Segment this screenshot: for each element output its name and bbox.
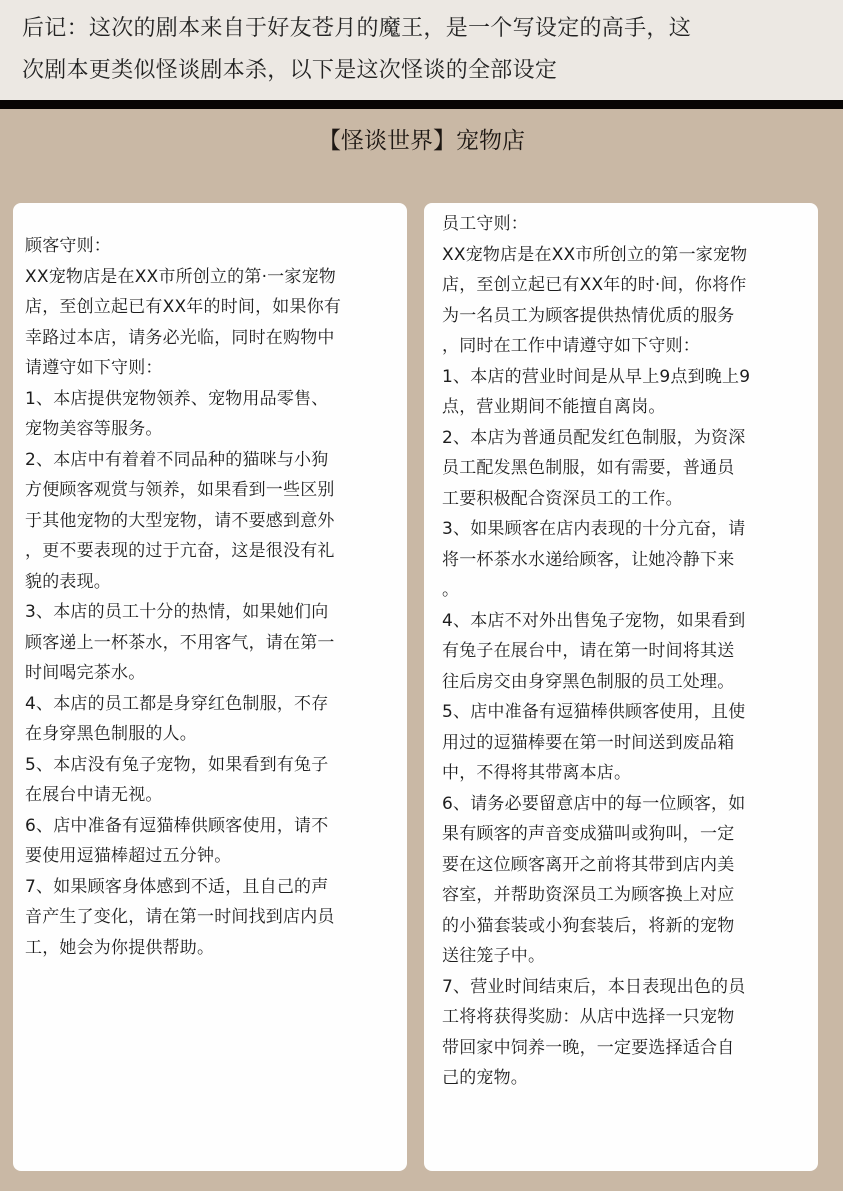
staff-rules-line: 有兔子在展台中，请在第一时间将其送 [442, 641, 735, 661]
customer-rules-line: 请遵守如下守则： [25, 358, 163, 378]
customer-rules-line: 5、本店没有兔子宠物，如果看到有兔子 [25, 754, 329, 775]
staff-rules-line: 2、本店为普通员配发红色制服，为资深 [442, 427, 746, 448]
afterword-line-2: 次剧本更类似怪谈剧本杀，以下是这次怪谈的全部设定 [22, 58, 558, 83]
staff-rules-line: 中，不得将其带离本店。 [442, 763, 632, 783]
staff-rules-line: 为一名员工为顾客提供热情优质的服务 [442, 305, 735, 326]
customer-rules-card [13, 203, 407, 1171]
customer-rules-line: 貌的表现。 [25, 571, 111, 592]
staff-rules-line: 带回家中饲养一晚，一定要选择适合自 [442, 1037, 735, 1058]
customer-rules-line: 在身穿黑色制服的人。 [25, 724, 197, 744]
staff-rules-heading: 员工守则： [442, 214, 528, 234]
customer-rules-line: 1、本店提供宠物领养、宠物用品零售、 [25, 388, 329, 409]
staff-rules-line: 己的宠物。 [442, 1068, 528, 1088]
customer-rules-line: 要使用逗猫棒超过五分钟。 [25, 846, 232, 866]
staff-rules-line: 6、请务必要留意店中的每一位顾客，如 [442, 793, 746, 814]
customer-rules-line: 6、店中准备有逗猫棒供顾客使用，请不 [25, 815, 329, 836]
customer-rules-line: 宠物美容等服务。 [25, 419, 163, 439]
customer-rules-line: 音产生了变化，请在第一时间找到店内员 [25, 907, 335, 927]
staff-rules-line: 的小猫套装或小狗套装后，将新的宠物 [442, 915, 735, 936]
afterword-header [0, 0, 843, 100]
customer-rules-line: 顾客递上一杯茶水，不用客气，请在第一 [25, 632, 335, 653]
customer-rules-line: 幸路过本店，请务必光临，同时在购物中 [25, 327, 335, 348]
staff-rules-line: 要在这位顾客离开之前将其带到店内美 [442, 854, 735, 875]
staff-rules-line: 用过的逗猫棒要在第一时间送到废品箱 [442, 732, 735, 753]
page-title: 【怪谈世界】宠物店 [318, 128, 525, 154]
staff-rules-line: 往后房交由身穿黑色制服的员工处理。 [442, 671, 735, 692]
customer-rules-line: 3、本店的员工十分的热情，如果她们向 [25, 602, 329, 622]
staff-rules-line: 店，至创立起已有XX年的时·间，你将作 [442, 275, 747, 295]
staff-rules-line: 1、本店的营业时间是从早上9点到晚上9 [442, 366, 751, 387]
customer-rules-line: 工，她会为你提供帮助。 [25, 937, 215, 958]
staff-rules-line: 点，营业期间不能擅自离岗。 [442, 397, 666, 417]
customer-rules-line: XX宠物店是在XX市所创立的第·一家宠物 [25, 266, 336, 287]
customer-rules-line: 于其他宠物的大型宠物，请不要感到意外 [25, 510, 335, 531]
staff-rules-line: 容室，并帮助资深员工为顾客换上对应 [442, 885, 735, 905]
staff-rules-card [424, 203, 818, 1171]
staff-rules-line: 工要积极配合资深员工的工作。 [442, 488, 683, 509]
staff-rules-line: 将一杯茶水水递给顾客，让她冷静下来 [442, 549, 735, 570]
staff-rules-line: 3、如果顾客在店内表现的十分亢奋，请 [442, 519, 746, 539]
afterword-line-1: 后记：这次的剧本来自于好友苍月的魔王，是一个写设定的高手，这 [22, 16, 692, 41]
customer-rules-line: 时间喝完茶水。 [25, 663, 146, 683]
staff-rules-line: XX宠物店是在XX市所创立的第一家宠物 [442, 244, 748, 265]
staff-rules-line: 5、店中准备有逗猫棒供顾客使用，且使 [442, 702, 746, 722]
divider-bar [0, 100, 843, 109]
staff-rules-line: ，同时在工作中请遵守如下守则： [442, 336, 700, 356]
staff-rules-line: 果有顾客的声音变成猫叫或狗叫，一定 [442, 824, 735, 844]
customer-rules-line: 方便顾客观赏与领养，如果看到一些区别 [25, 480, 335, 500]
customer-rules-line: ，更不要表现的过于亢奋，这是很没有礼 [25, 541, 335, 561]
staff-rules-line: 送往笼子中。 [442, 946, 546, 966]
staff-rules-line: 7、营业时间结束后，本日表现出色的员 [442, 976, 746, 997]
customer-rules-heading: 顾客守则： [25, 236, 111, 256]
customer-rules-line: 7、如果顾客身体感到不适，且自己的声 [25, 876, 329, 897]
customer-rules-line: 在展台中请无视。 [25, 785, 163, 805]
staff-rules-line: 4、本店不对外出售兔子宠物，如果看到 [442, 610, 746, 631]
staff-rules-line: 。 [442, 580, 460, 600]
customer-rules-line: 店，至创立起已有XX年的时间，如果你有 [25, 297, 342, 317]
staff-rules-line: 员工配发黑色制服，如有需要，普通员 [442, 458, 735, 478]
customer-rules-line: 4、本店的员工都是身穿红色制服，不存 [25, 693, 329, 714]
customer-rules-line: 2、本店中有着着不同品种的猫咪与小狗 [25, 449, 329, 470]
staff-rules-line: 工将将获得奖励：从店中选择一只宠物 [442, 1007, 735, 1027]
